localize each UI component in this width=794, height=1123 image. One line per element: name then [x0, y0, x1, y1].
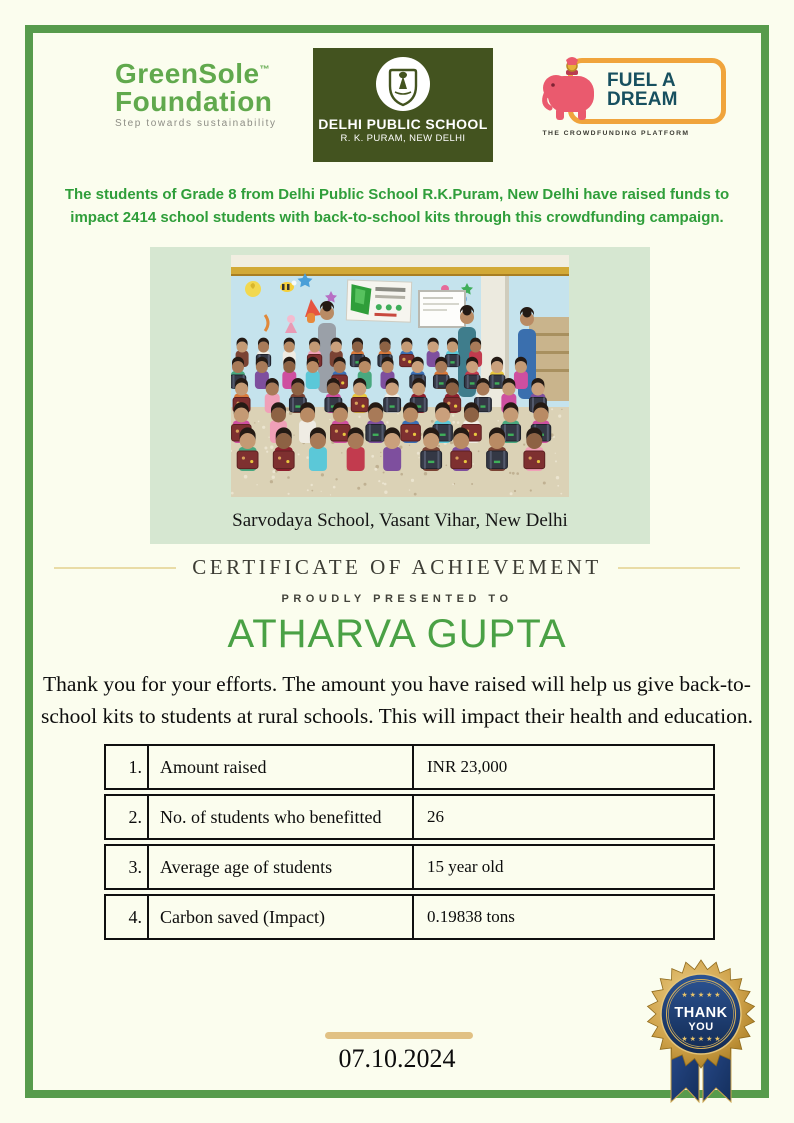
presented-to-label: PROUDLY PRESENTED TO	[281, 593, 513, 605]
thank-you-message: Thank you for your efforts. The amount you have raised will help us give back-to-school kits to students at rural schools. This will impact their health and education.	[41, 672, 753, 729]
table-row	[104, 744, 715, 790]
row-number: 3.	[106, 846, 149, 888]
intro-text: The students of Grade 8 from Delhi Public School R.K.Puram, New Delhi have raised funds to impact 2414 school students with back-to-school kits through this crowdfunding campaign.	[64, 186, 730, 226]
badge-thank: THANK	[674, 1005, 728, 1021]
fueladream-logo	[538, 58, 694, 137]
heading-rule-left	[54, 567, 176, 569]
greensole-foundation: Foundation	[115, 86, 273, 117]
dps-location: R. K. PURAM, NEW DELHI	[340, 133, 466, 144]
group-photo-image	[231, 255, 569, 497]
badge-stars-top: ★ ★ ★ ★ ★	[681, 992, 721, 999]
certificate-heading: CERTIFICATE OF ACHIEVEMENT	[192, 555, 602, 579]
table-row	[104, 794, 715, 840]
certificate-heading-row	[0, 555, 794, 580]
fueladream-tagline: THE CROWDFUNDING PLATFORM	[542, 130, 690, 137]
trademark-icon: ™	[259, 64, 271, 76]
row-value: 0.19838 tons	[427, 907, 515, 926]
badge-stars-bottom: ★ ★ ★ ★ ★	[681, 1036, 721, 1043]
row-number: 1.	[106, 746, 149, 788]
row-number: 2.	[106, 796, 149, 838]
date-text: 07.10.2024	[338, 1044, 456, 1073]
greensole-logo	[115, 60, 285, 129]
row-label: Carbon saved (Impact)	[149, 896, 414, 938]
greensole-name: GreenSole™	[115, 58, 271, 89]
photo-caption: Sarvodaya School, Vasant Vihar, New Delhi	[232, 510, 568, 531]
fueladream-name-line1: FUEL A	[607, 70, 676, 92]
recipient-name: ATHARVA GUPTA	[227, 612, 567, 656]
photo-panel	[150, 247, 650, 544]
dps-name: DELHI PUBLIC SCHOOL	[318, 116, 488, 132]
row-label: Amount raised	[149, 746, 414, 788]
date-rule	[325, 1032, 473, 1039]
row-value: 26	[427, 807, 444, 826]
row-value: INR 23,000	[427, 757, 508, 776]
thank-you-badge	[645, 956, 757, 1104]
dps-crest-icon	[375, 56, 431, 112]
dps-logo	[313, 48, 493, 162]
badge-you: YOU	[688, 1021, 714, 1033]
table-row	[104, 894, 715, 940]
row-label: No. of students who benefitted	[149, 796, 414, 838]
greensole-tagline: Step towards sustainability	[115, 118, 277, 129]
row-number: 4.	[106, 896, 149, 938]
impact-table	[104, 744, 715, 944]
row-label: Average age of students	[149, 846, 414, 888]
heading-rule-right	[618, 567, 740, 569]
table-row	[104, 844, 715, 890]
fueladream-name-line2: DREAM	[607, 89, 678, 110]
row-value: 15 year old	[427, 857, 504, 876]
elephant-piggybank-icon	[538, 54, 604, 126]
